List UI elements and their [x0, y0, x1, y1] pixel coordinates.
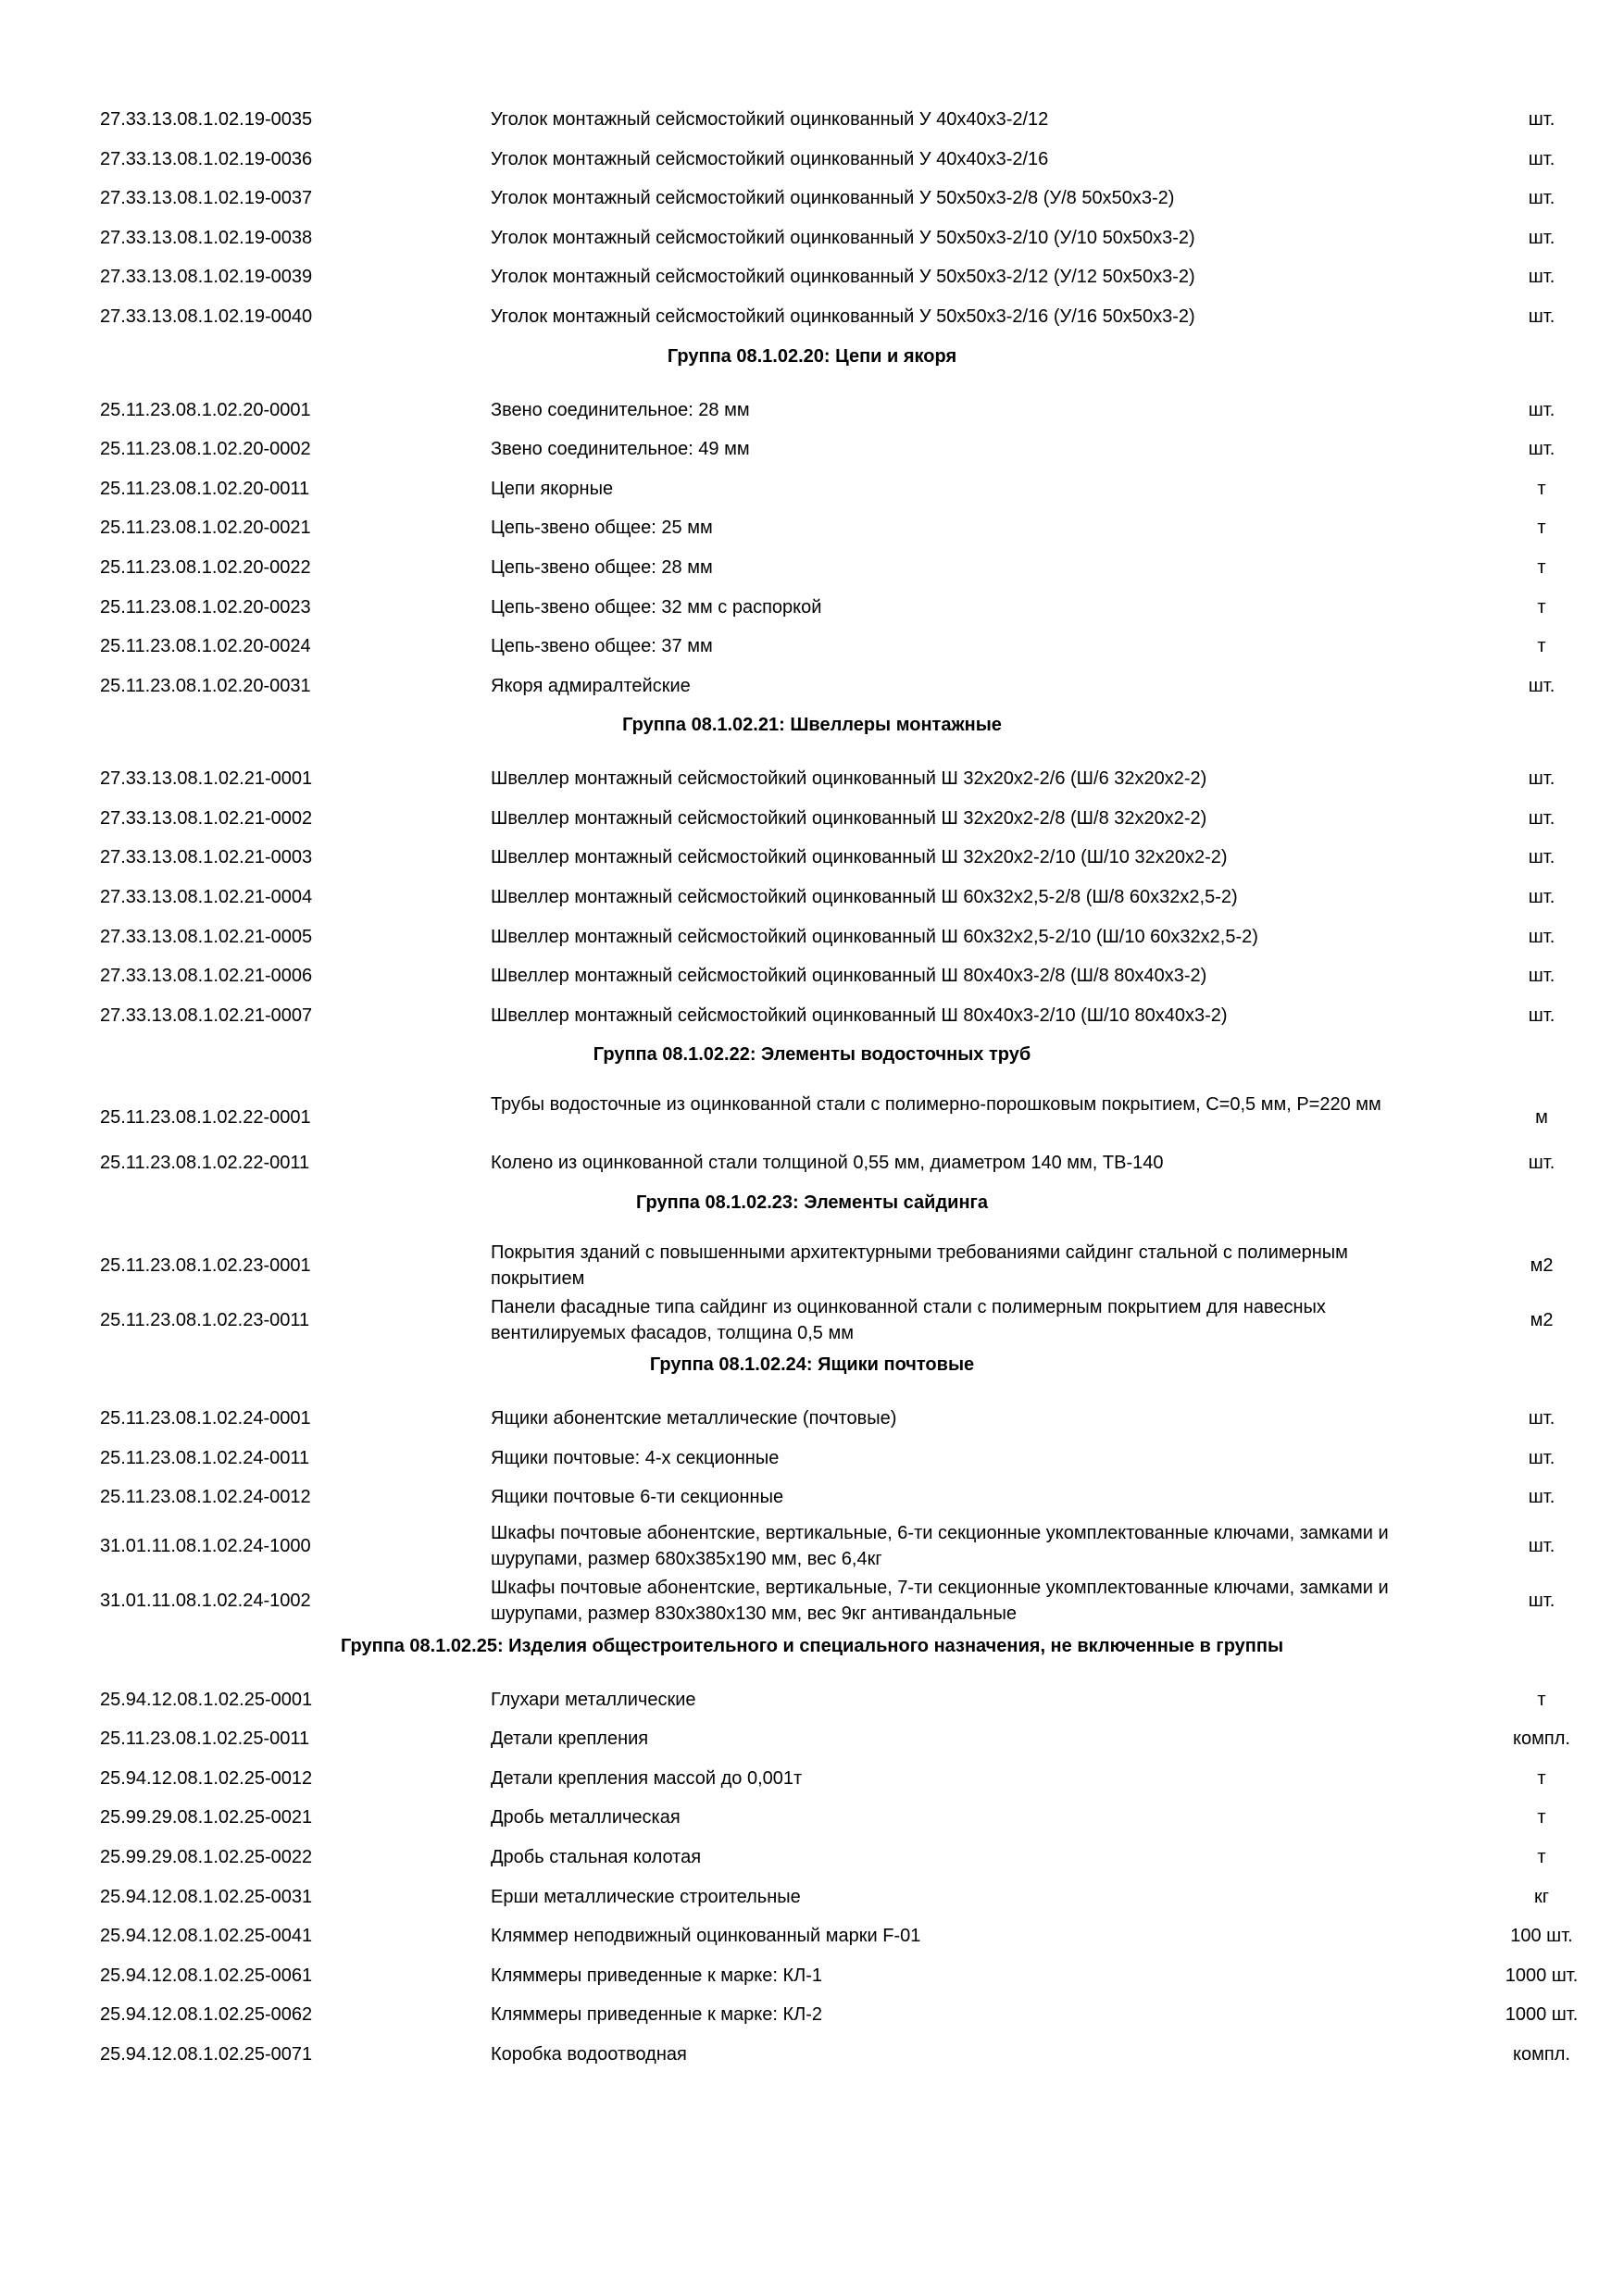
item-unit: шт. [1528, 267, 1555, 288]
item-description: Шкафы почтовые абонентские, вертикальные, 6-ти секционные укомплектованные ключами, замками и шурупами, размер 680х385х190 мм, вес 6,4кг [491, 1523, 1389, 1570]
item-code: 27.33.13.08.1.02.21-0007 [100, 1004, 313, 1026]
group-heading: Группа 08.1.02.21: Швеллеры монтажные [622, 715, 1002, 736]
item-unit: шт. [1528, 1004, 1555, 1026]
item-code: 27.33.13.08.1.02.21-0002 [100, 807, 313, 829]
item-unit: т [1537, 478, 1546, 499]
item-description: Цепь-звено общее: 37 мм [491, 636, 713, 657]
item-unit: т [1537, 1767, 1546, 1789]
item-unit: шт. [1528, 439, 1555, 460]
item-unit: шт. [1528, 847, 1555, 868]
item-unit: шт. [1528, 887, 1555, 908]
item-unit: шт. [1528, 1153, 1555, 1174]
item-code: 31.01.11.08.1.02.24-1000 [100, 1536, 311, 1557]
item-description: Швеллер монтажный сейсмостойкий оцинкованный Ш 80х40х3-2/8 (Ш/8 80х40х3-2) [491, 966, 1207, 987]
item-description: Кляммеры приведенные к марке: КЛ-2 [491, 2004, 823, 2026]
item-description: Кляммеры приведенные к марке: КЛ-1 [491, 1965, 823, 1986]
item-description: Ящики абонентские металлические (почтовые) [491, 1408, 897, 1429]
item-description: Ящики почтовые 6-ти секционные [491, 1487, 784, 1508]
item-unit: т [1537, 556, 1546, 578]
item-description: Уголок монтажный сейсмостойкий оцинкованный У 50х50х3-2/12 (У/12 50х50х3-2) [491, 267, 1195, 288]
item-unit: компл. [1513, 2043, 1570, 2065]
item-code: 25.11.23.08.1.02.24-0011 [100, 1447, 310, 1468]
item-code: 27.33.13.08.1.02.19-0036 [100, 148, 313, 169]
item-code: 27.33.13.08.1.02.19-0038 [100, 227, 313, 248]
item-unit: т [1537, 1689, 1546, 1710]
item-description: Глухари металлические [491, 1689, 696, 1710]
item-code: 25.11.23.08.1.02.24-0001 [100, 1408, 311, 1429]
item-unit: м2 [1530, 1309, 1554, 1330]
item-unit: шт. [1528, 926, 1555, 947]
item-description: Уголок монтажный сейсмостойкий оцинкованный У 50х50х3-2/10 (У/10 50х50х3-2) [491, 227, 1195, 248]
item-unit: компл. [1513, 1728, 1570, 1750]
item-description: Детали крепления массой до 0,001т [491, 1767, 803, 1789]
item-code: 25.99.29.08.1.02.25-0021 [100, 1807, 313, 1828]
item-description: Ерши металлические строительные [491, 1886, 801, 1907]
item-unit: шт. [1528, 306, 1555, 327]
item-description: Уголок монтажный сейсмостойкий оцинкованный У 40х40х3-2/16 [491, 148, 1049, 169]
item-code: 27.33.13.08.1.02.19-0039 [100, 267, 313, 288]
item-description: Цепь-звено общее: 32 мм с распоркой [491, 596, 822, 618]
item-description: Цепь-звено общее: 25 мм [491, 518, 713, 539]
item-code: 25.11.23.08.1.02.24-0012 [100, 1487, 311, 1508]
item-unit: 1000 шт. [1505, 1965, 1579, 1986]
item-description: Уголок монтажный сейсмостойкий оцинкованный У 50х50х3-2/8 (У/8 50х50х3-2) [491, 188, 1175, 209]
item-unit: шт. [1528, 188, 1555, 209]
item-unit: т [1537, 636, 1546, 657]
item-description: Детали крепления [491, 1728, 649, 1750]
item-unit: т [1537, 596, 1546, 618]
item-description: Швеллер монтажный сейсмостойкий оцинкованный Ш 60х32х2,5-2/8 (Ш/8 60х32х2,5-2) [491, 887, 1238, 908]
item-description: Уголок монтажный сейсмостойкий оцинкованный У 40х40х3-2/12 [491, 109, 1049, 130]
item-description: Коробка водоотводная [491, 2043, 687, 2065]
item-description: Швеллер монтажный сейсмостойкий оцинкованный Ш 60х32х2,5-2/10 (Ш/10 60х32х2,5-2) [491, 926, 1258, 947]
item-code: 25.94.12.08.1.02.25-0062 [100, 2004, 313, 2026]
item-description: Дробь стальная колотая [491, 1846, 702, 1867]
item-unit: 100 шт. [1510, 1926, 1573, 1947]
item-description: Якоря адмиралтейские [491, 675, 691, 696]
item-code: 25.94.12.08.1.02.25-0001 [100, 1689, 313, 1710]
item-unit: кг [1533, 1886, 1550, 1907]
item-description: Колено из оцинкованной стали толщиной 0,55 мм, диаметром 140 мм, ТВ-140 [491, 1153, 1164, 1174]
item-description: Швеллер монтажный сейсмостойкий оцинкованный Ш 80х40х3-2/10 (Ш/10 80х40х3-2) [491, 1004, 1228, 1026]
item-unit: 1000 шт. [1505, 2004, 1579, 2026]
item-code: 27.33.13.08.1.02.21-0003 [100, 847, 313, 868]
group-heading: Группа 08.1.02.23: Элементы сайдинга [635, 1192, 988, 1213]
item-code: 25.99.29.08.1.02.25-0022 [100, 1846, 313, 1867]
item-code: 25.11.23.08.1.02.23-0011 [100, 1309, 310, 1330]
item-code: 25.94.12.08.1.02.25-0012 [100, 1767, 313, 1789]
item-code: 25.94.12.08.1.02.25-0061 [100, 1965, 313, 1986]
item-description: Швеллер монтажный сейсмостойкий оцинкованный Ш 32х20х2-2/10 (Ш/10 32х20х2-2) [491, 847, 1228, 868]
item-description: Ящики почтовые: 4-х секционные [491, 1447, 780, 1468]
item-description: Звено соединительное: 49 мм [491, 439, 750, 460]
item-description: Швеллер монтажный сейсмостойкий оцинкованный Ш 32х20х2-2/8 (Ш/8 32х20х2-2) [491, 807, 1207, 829]
item-code: 25.11.23.08.1.02.20-0011 [100, 478, 310, 499]
item-code: 25.94.12.08.1.02.25-0041 [100, 1926, 313, 1947]
item-unit: т [1537, 1846, 1546, 1867]
item-description: Уголок монтажный сейсмостойкий оцинкованный У 50х50х3-2/16 (У/16 50х50х3-2) [491, 306, 1195, 327]
item-unit: шт. [1528, 1408, 1555, 1429]
item-unit: шт. [1528, 227, 1555, 248]
item-unit: шт. [1528, 807, 1555, 829]
item-code: 27.33.13.08.1.02.19-0035 [100, 109, 313, 130]
item-description: Цепи якорные [491, 478, 614, 499]
item-code: 25.11.23.08.1.02.23-0001 [100, 1254, 311, 1276]
item-unit: шт. [1528, 966, 1555, 987]
item-unit: шт. [1528, 675, 1555, 696]
item-code: 25.11.23.08.1.02.20-0001 [100, 399, 311, 420]
item-code: 25.94.12.08.1.02.25-0031 [100, 1886, 313, 1907]
item-unit: шт. [1528, 1447, 1555, 1468]
item-code: 25.11.23.08.1.02.22-0001 [100, 1107, 311, 1129]
item-code: 25.11.23.08.1.02.20-0021 [100, 518, 311, 539]
item-unit: т [1537, 518, 1546, 539]
item-description: Звено соединительное: 28 мм [491, 399, 750, 420]
item-description: Швеллер монтажный сейсмостойкий оцинкованный Ш 32х20х2-2/6 (Ш/6 32х20х2-2) [491, 768, 1207, 790]
item-code: 25.11.23.08.1.02.20-0023 [100, 596, 311, 618]
item-unit: шт. [1528, 768, 1555, 790]
item-code: 25.11.23.08.1.02.22-0011 [100, 1153, 310, 1174]
item-description: Цепь-звено общее: 28 мм [491, 556, 713, 578]
group-heading: Группа 08.1.02.20: Цепи и якоря [667, 345, 957, 367]
item-unit: шт. [1528, 399, 1555, 420]
group-heading: Группа 08.1.02.25: Изделия общестроительного и специального назначения, не включенные в группы [340, 1635, 1284, 1656]
item-code: 25.94.12.08.1.02.25-0071 [100, 2043, 313, 2065]
item-unit: шт. [1528, 109, 1555, 130]
item-code: 25.11.23.08.1.02.20-0024 [100, 636, 311, 657]
item-description: Кляммер неподвижный оцинкованный марки F-01 [491, 1926, 921, 1947]
item-unit: м [1535, 1107, 1548, 1129]
item-unit: шт. [1528, 1487, 1555, 1508]
item-unit: шт. [1528, 1590, 1555, 1611]
item-code: 27.33.13.08.1.02.19-0040 [100, 306, 313, 327]
item-unit: шт. [1528, 1536, 1555, 1557]
item-code: 25.11.23.08.1.02.20-0002 [100, 439, 311, 460]
item-code: 31.01.11.08.1.02.24-1002 [100, 1590, 311, 1611]
item-code: 25.11.23.08.1.02.25-0011 [100, 1728, 310, 1750]
group-heading: Группа 08.1.02.22: Элементы водосточных труб [593, 1044, 1031, 1066]
item-code: 27.33.13.08.1.02.21-0001 [100, 768, 313, 790]
item-description: Панели фасадные типа сайдинг из оцинкованной стали с полимерным покрытием для навесных вентилируемых фасадов, толщина 0,5 мм [491, 1296, 1326, 1343]
item-unit: т [1537, 1807, 1546, 1828]
item-code: 25.11.23.08.1.02.20-0022 [100, 556, 311, 578]
item-code: 27.33.13.08.1.02.21-0006 [100, 966, 313, 987]
item-description: Дробь металлическая [491, 1807, 681, 1828]
item-code: 27.33.13.08.1.02.21-0004 [100, 887, 313, 908]
item-description: Трубы водосточные из оцинкованной стали с полимерно-порошковым покрытием, С=0,5 мм, Р=220 мм [491, 1094, 1381, 1116]
item-description: Шкафы почтовые абонентские, вертикальные, 7-ти секционные укомплектованные ключами, замками и шурупами, размер 830х380х130 мм, вес 9кг антивандальные [491, 1577, 1389, 1624]
item-unit: шт. [1528, 148, 1555, 169]
group-heading: Группа 08.1.02.24: Ящики почтовые [649, 1354, 975, 1376]
item-code: 25.11.23.08.1.02.20-0031 [100, 675, 311, 696]
item-description: Покрытия зданий с повышенными архитектурными требованиями сайдинг стальной с полимерным покрытием [491, 1242, 1348, 1289]
item-code: 27.33.13.08.1.02.21-0005 [100, 926, 313, 947]
item-code: 27.33.13.08.1.02.19-0037 [100, 188, 313, 209]
item-unit: м2 [1530, 1254, 1554, 1276]
